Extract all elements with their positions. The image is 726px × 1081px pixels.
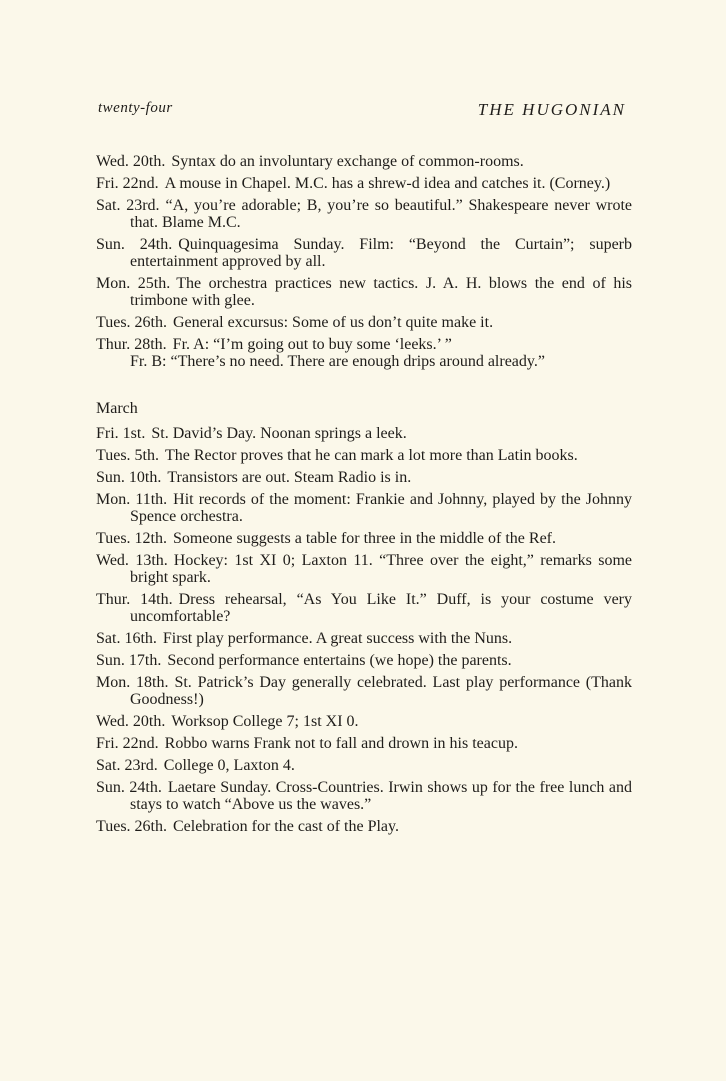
diary-entry	[96, 197, 632, 231]
entry-text: Robbo warns Frank not to fall and drown in his teacup.	[164, 735, 518, 752]
entry-date: Mon. 25th.	[96, 275, 171, 292]
diary-entry	[96, 674, 632, 708]
diary-entry	[96, 591, 632, 625]
page-header	[98, 100, 626, 124]
entry-date: Tues. 26th.	[96, 818, 167, 835]
entry-date: Sat. 16th.	[96, 630, 157, 647]
diary-entry	[96, 336, 632, 370]
diary-entry	[96, 735, 632, 752]
diary-entry	[96, 314, 632, 331]
entry-text: “A, you’re adorable; B, you’re so beautiful.” Shakespeare never wrote that. Blame M.C.	[130, 197, 632, 231]
entry-text: Worksop College 7; 1st XI 0.	[171, 713, 359, 730]
entry-text: College 0, Laxton 4.	[163, 757, 295, 774]
entry-date: Sat. 23rd.	[96, 197, 160, 214]
diary-entry	[96, 175, 632, 192]
entry-text: A mouse in Chapel. M.C. has a shrew-d idea and catches it. (Corney.)	[164, 175, 611, 192]
entry-date: Tues. 12th.	[96, 530, 167, 547]
entry-date: Sat. 23rd.	[96, 757, 158, 774]
entry-date: Fri. 22nd.	[96, 735, 159, 752]
entry-date: Thur. 14th.	[96, 591, 173, 608]
entry-date: Fri. 1st.	[96, 425, 146, 442]
diary-entry	[96, 469, 632, 486]
page-folio: twenty-four	[98, 100, 173, 116]
entry-date: Wed. 20th.	[96, 713, 166, 730]
entry-text: Someone suggests a table for three in the middle of the Ref.	[172, 530, 556, 547]
entry-text: St. David’s Day. Noonan springs a leek.	[151, 425, 407, 442]
entry-date: Sun. 24th.	[96, 779, 162, 796]
diary-entry	[96, 530, 632, 547]
entry-date: Wed. 20th.	[96, 153, 166, 170]
entry-text: Syntax do an involuntary exchange of common-rooms.	[171, 153, 524, 170]
entry-text: Laetare Sunday. Cross-Countries. Irwin shows up for the free lunch and stays to watch “Above us the waves.”	[130, 779, 633, 813]
diary-body	[96, 153, 632, 840]
entry-date: Sun. 17th.	[96, 652, 162, 669]
entry-date: Tues. 26th.	[96, 314, 167, 331]
diary-entry	[96, 818, 632, 835]
march-entries	[96, 425, 632, 835]
entry-text: First play performance. A great success with the Nuns.	[162, 630, 513, 647]
section-heading-march: March	[96, 400, 138, 417]
diary-entry	[96, 153, 632, 170]
entry-date: Sun. 10th.	[96, 469, 162, 486]
entry-text: Transistors are out. Steam Radio is in.	[167, 469, 412, 486]
entry-text: Quinquagesima Sunday. Film: “Beyond the Curtain”; superb entertainment approved by all.	[130, 236, 632, 270]
entry-date: Wed. 13th.	[96, 552, 168, 569]
entry-text: Second performance entertains (we hope) the parents.	[167, 652, 512, 669]
diary-entry	[96, 652, 632, 669]
entry-text: Celebration for the cast of the Play.	[172, 818, 399, 835]
running-title: THE HUGONIAN	[477, 100, 626, 119]
entry-continuation: Fr. B: “There’s no need. There are enough drips around already.”	[130, 353, 545, 370]
diary-entry	[96, 275, 632, 309]
entry-text: Hockey: 1st XI 0; Laxton 11. “Three over the eight,” remarks some bright spark.	[130, 552, 632, 586]
entry-text: General excursus: Some of us don’t quite make it.	[172, 314, 494, 331]
entry-text: Hit records of the moment: Frankie and Johnny, played by the Johnny Spence orchestra.	[130, 491, 633, 525]
diary-entry	[96, 447, 632, 464]
entry-date: Thur. 28th.	[96, 336, 167, 353]
diary-entry	[96, 757, 632, 774]
february-entries	[96, 153, 632, 370]
entry-date: Mon. 11th.	[96, 491, 168, 508]
entry-text: St. Patrick’s Day generally celebrated. Last play performance (Thank Goodness!)	[130, 674, 633, 708]
diary-entry	[96, 630, 632, 647]
entry-date: Fri. 22nd.	[96, 175, 159, 192]
entry-date: Sun. 24th.	[96, 236, 173, 253]
entry-text: The orchestra practices new tactics. J. A. H. blows the end of his trimbone with glee.	[130, 275, 632, 309]
entry-date: Mon. 18th.	[96, 674, 169, 691]
diary-entry	[96, 713, 632, 730]
entry-text: The Rector proves that he can mark a lot more than Latin books.	[164, 447, 578, 464]
entry-date: Tues. 5th.	[96, 447, 159, 464]
diary-entry	[96, 425, 632, 442]
diary-entry	[96, 236, 632, 270]
diary-entry	[96, 491, 632, 525]
entry-text: Dress rehearsal, “As You Like It.” Duff, is your costume very uncomfortable?	[130, 591, 632, 625]
diary-entry	[96, 779, 632, 813]
diary-entry	[96, 552, 632, 586]
entry-text: Fr. A: “I’m going out to buy some ‘leeks.’ ”	[172, 336, 452, 353]
